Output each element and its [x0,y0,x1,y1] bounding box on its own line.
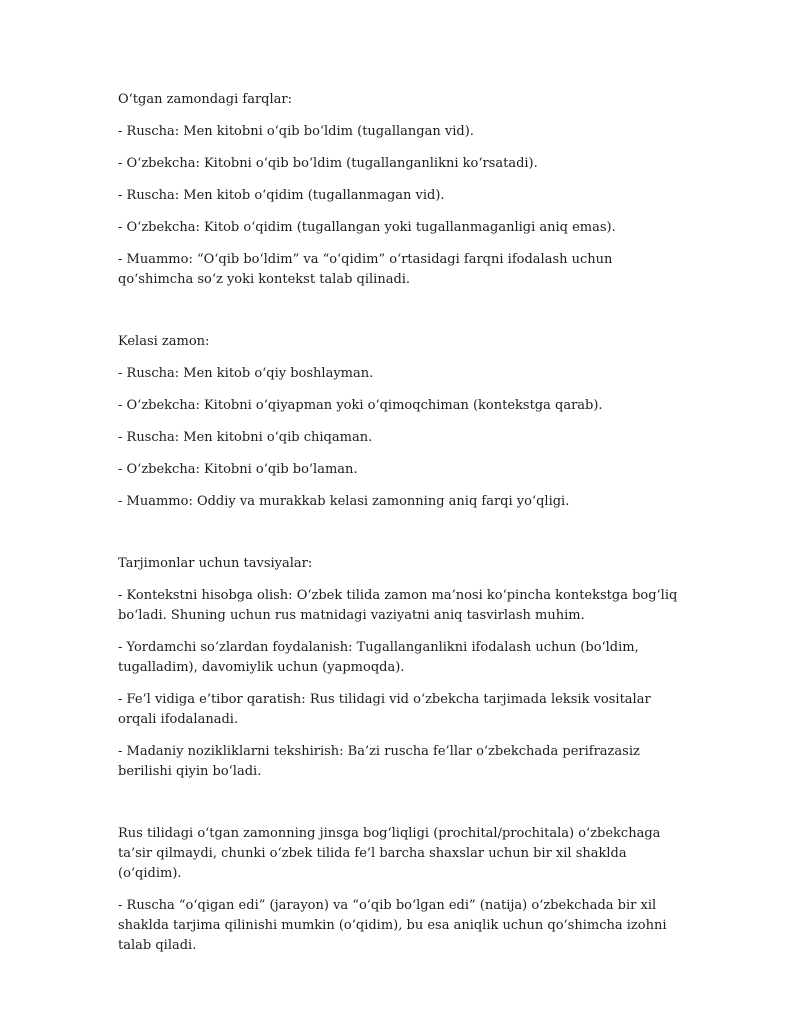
list-item: - Muammo: Oddiy va murakkab kelasi zamonning aniq farqi yo‘qligi. [118,494,570,509]
list-item: - Kontekstni hisobga olish: O‘zbek tilida zamon ma’nosi ko‘pincha kontekstga bog‘liq bo‘ladi. Shuning uchun rus matnidagi vaziyatni aniq tasvirlash muhim. [118,588,678,623]
section-heading: O‘tgan zamondagi farqlar: [118,92,293,107]
list-item: - Yordamchi so‘zlardan foydalanish: Tugallanganlikni ifodalash uchun (bo‘ldim, tugalladim), davomiylik uchun (yapmoqda). [118,640,639,675]
list-item: - Ruscha: Men kitob o‘qidim (tugallanmagan vid). [118,188,445,203]
section-heading: Kelasi zamon: [118,334,210,349]
list-item: - Ruscha “o‘qigan edi” (jarayon) va “o‘qib bo‘lgan edi” (natija) o‘zbekchada bir xil shaklda tarjima qilinishi mumkin (o‘qidim), bu esa aniqlik uchun qo‘shimcha izohni talab qiladi. [118,898,667,953]
list-item: - Ruscha: Men kitob o‘qiy boshlayman. [118,366,374,381]
list-item: - O‘zbekcha: Kitobni o‘qib bo‘laman. [118,462,358,477]
section-heading: Tarjimonlar uchun tavsiyalar: [118,556,313,571]
list-item: - O‘zbekcha: Kitob o‘qidim (tugallangan yoki tugallanmaganligi aniq emas). [118,220,616,235]
list-item: - Muammo: “O‘qib bo‘ldim” va “o‘qidim” o‘rtasidagi farqni ifodalash uchun qo‘shimcha so‘z yoki kontekst talab qilinadi. [118,252,613,287]
list-item: - Ruscha: Men kitobni o‘qib bo‘ldim (tugallangan vid). [118,124,474,139]
list-item: - Ruscha: Men kitobni o‘qib chiqaman. [118,430,373,445]
section-spacer [118,794,684,824]
section-spacer [118,524,684,554]
paragraph: Rus tilidagi o‘tgan zamonning jinsga bog‘liqligi (prochital/prochitala) o‘zbekchaga ta’sir qilmaydi, chunki o‘zbek tilida fe’l barcha shaxslar uchun bir xil shaklda (o‘qidim). [118,826,661,881]
section-spacer [118,302,684,332]
list-item: - O‘zbekcha: Kitobni o‘qiyapman yoki o‘qimoqchiman (kontekstga qarab). [118,398,603,413]
list-item: - Madaniy nozikliklarni tekshirish: Ba’zi ruscha fe’llar o‘zbekchada perifrazasiz berilishi qiyin bo‘ladi. [118,744,640,779]
list-item: - Fe’l vidiga e’tibor qaratish: Rus tilidagi vid o‘zbekcha tarjimada leksik vositalar orqali ifodalanadi. [118,692,651,727]
list-item: - O‘zbekcha: Kitobni o‘qib bo‘ldim (tugallanganlikni ko‘rsatadi). [118,156,538,171]
document-page [118,90,684,968]
